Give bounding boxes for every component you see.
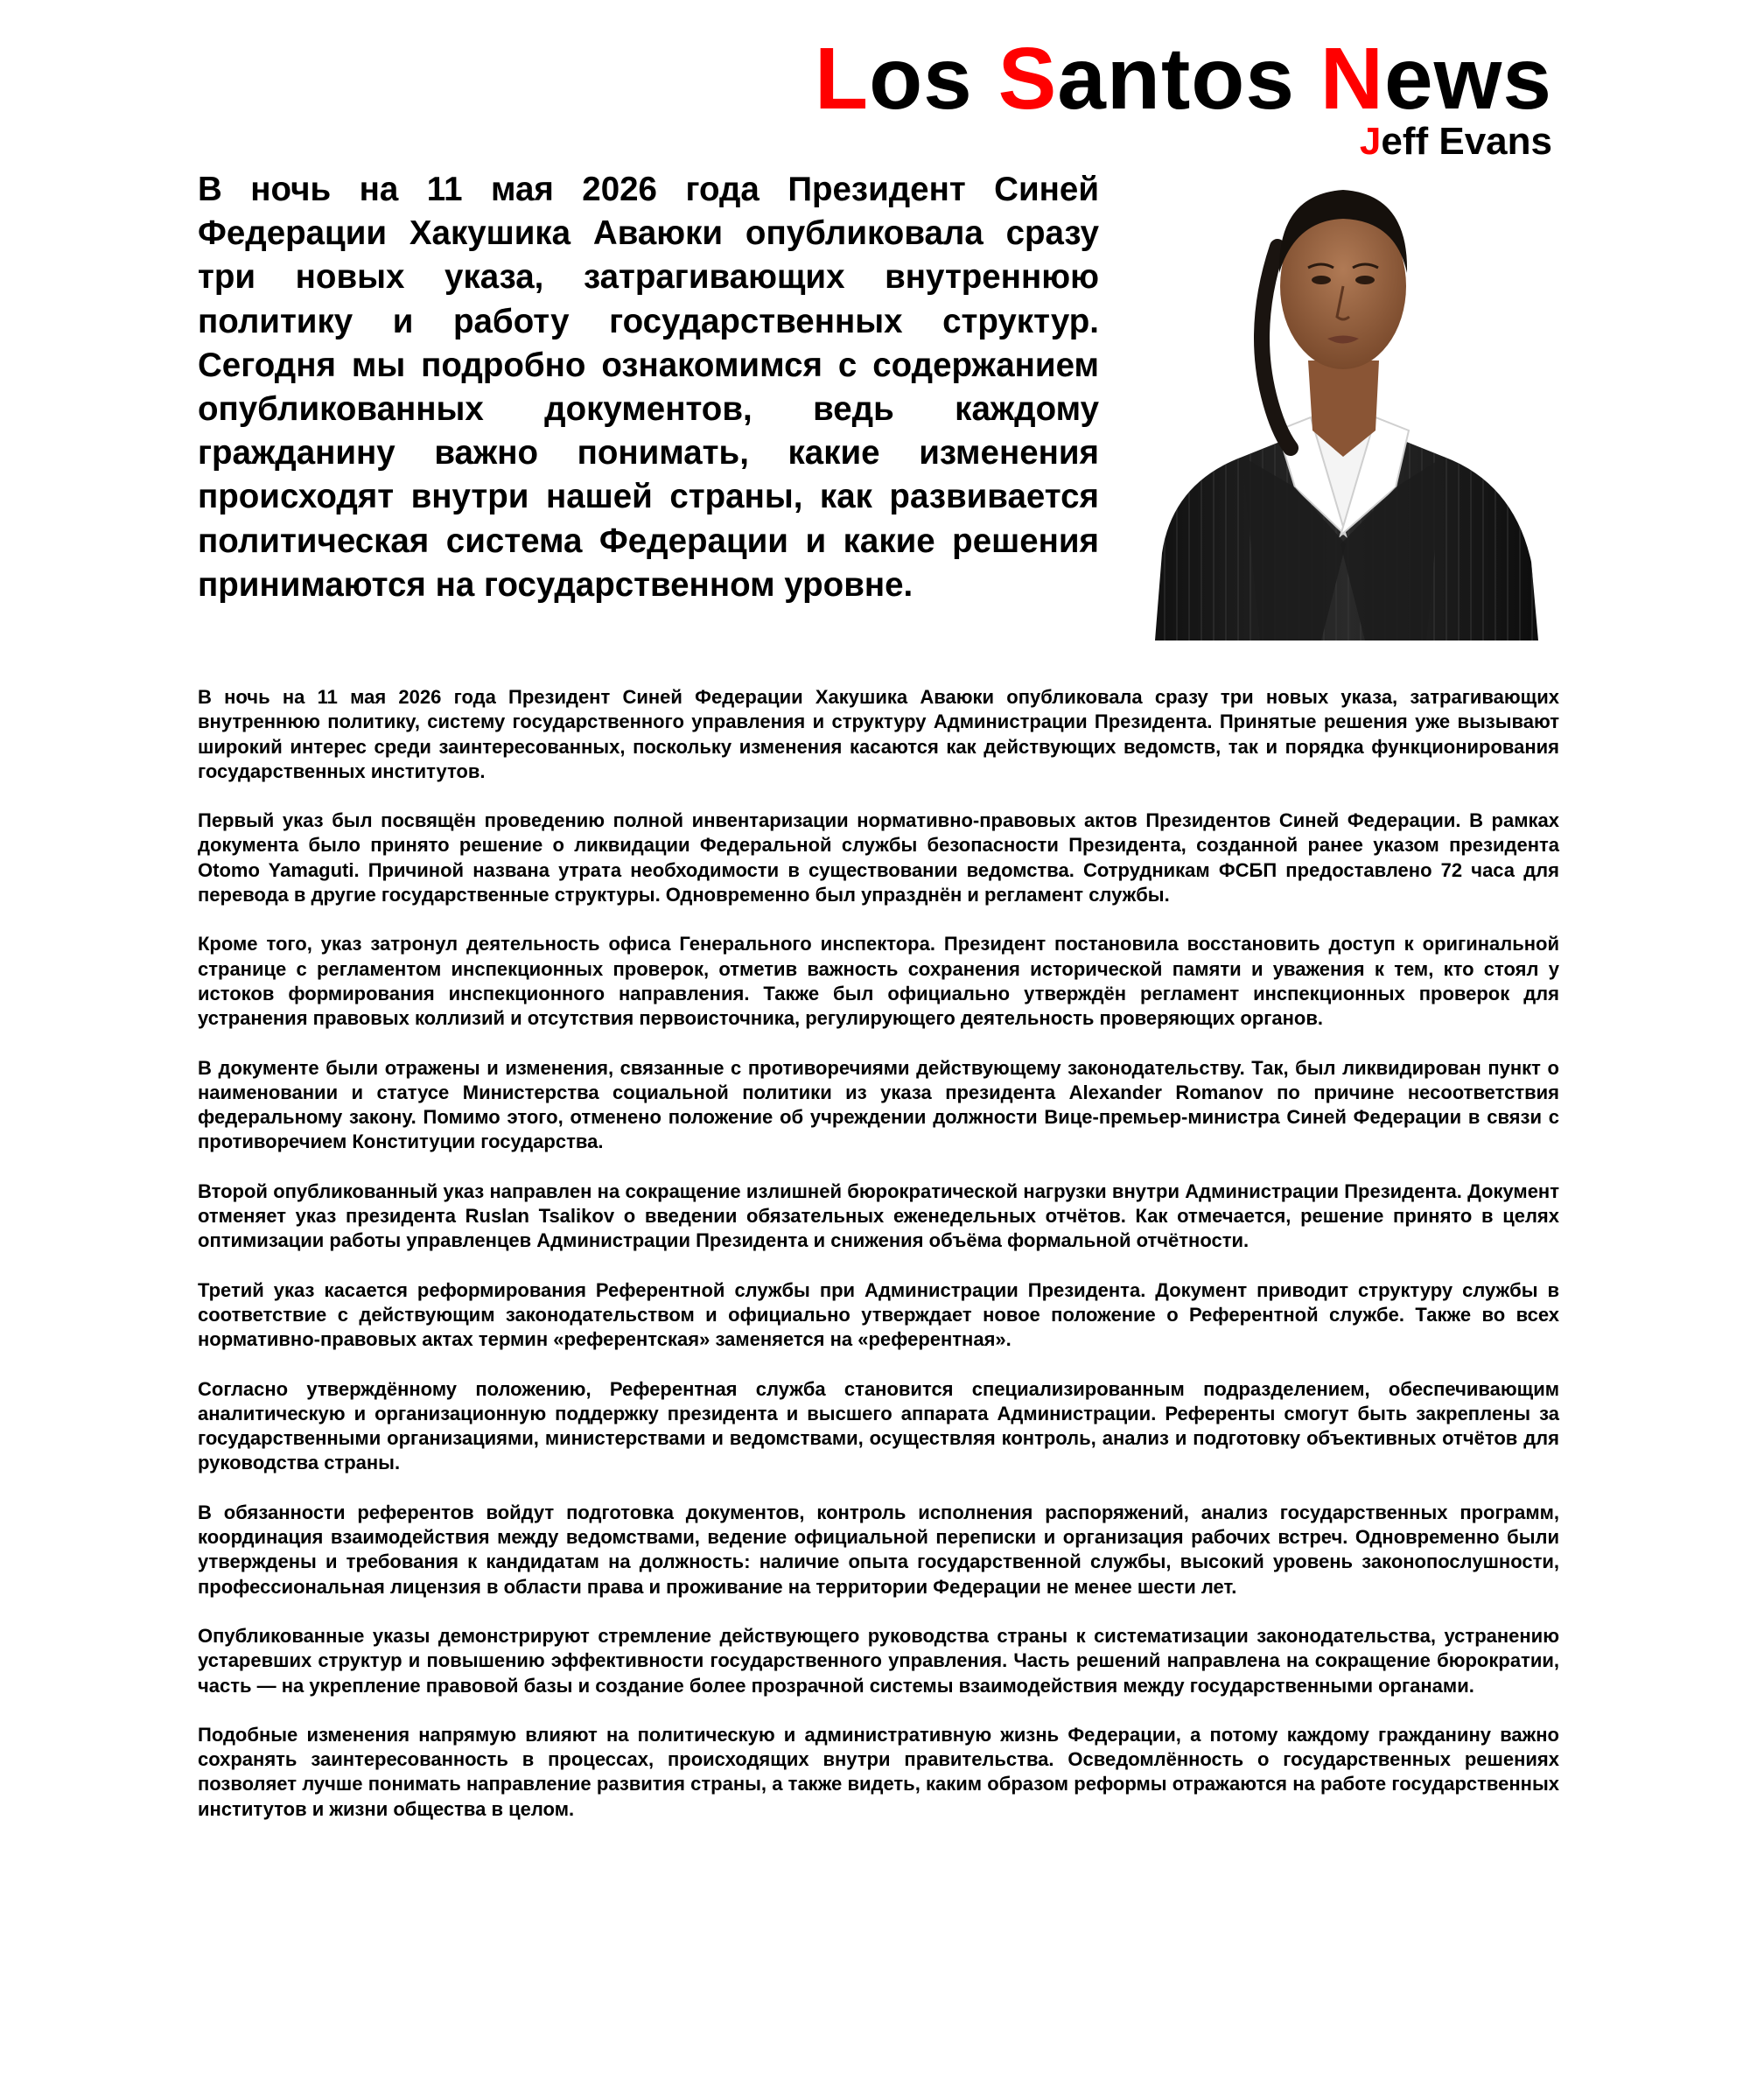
title-accent-letter: S <box>998 30 1058 128</box>
title-text-segment: os <box>869 30 998 128</box>
article-paragraph: Подобные изменения напрямую влияют на политическую и административную жизнь Федерации, а потому каждому гражданину важно сохранять заинтересованность в процессах, происходящих внутри правительства. Осведомлённость о государственных решениях позволяет лучше понимать направление развития страны, а также видеть, каким образом реформы отражаются на работе государственных институтов и жизни общества в целом. <box>198 1723 1559 1820</box>
masthead <box>815 30 1552 163</box>
newspaper-title <box>815 30 1552 128</box>
article-paragraph: Кроме того, указ затронул деятельность офиса Генерального инспектора. Президент постановила восстановить доступ к оригинальной странице с регламентом инспекционных проверок, отметив важность сохранения исторической памяти и уважения к тем, кто стоял у истоков формирования инспекционного направления. Также был официально утверждён регламент инспекционных проверок для устранения правовых коллизий и отсутствия первоисточника, регулирующего деятельность проверяющих органов. <box>198 933 1559 1030</box>
article-lead: В ночь на 11 мая 2026 года Президент Синей Федерации Хакушика Аваюки опубликовала сразу три новых указа, затрагивающих внутреннюю политику и работу государственных структур. Сегодня мы подробно ознакомимся с содержанием опубликованных документов, ведь каждому гражданину важно понимать, какие изменения происходят внутри нашей страны, как развивается политическая система Федерации и какие решения принимаются на государственном уровне. <box>198 171 1099 604</box>
article-paragraph: В документе были отражены и изменения, связанные с противоречиями действующему законодательству. Так, был ликвидирован пункт о наименовании и статусе Министерства социальной политики из указа президента Alexander Romanov по причине несоответствия федеральному закону. Помимо этого, отменено положение об учреждении должности Вице-премьер-министра Синей Федерации в связи с противоречием Конституции государства. <box>198 1056 1559 1153</box>
article-paragraph: Третий указ касается реформирования Референтной службы при Администрации Президента. Документ приводит структуру службы в соответствие с действующим законодательством и официально утверждает новое положение о Референтной службе. Также во всех нормативно-правовых актах термин «референтская» заменяется на «референтная». <box>198 1278 1559 1351</box>
article-paragraph: Согласно утверждённому положению, Референтная служба становится специализированным подразделением, обеспечивающим аналитическую и организационную поддержку президента и высшего аппарата Администрации. Референты смогут быть закреплены за государственными организациями, министерствами и ведомствами, осуществляя контроль, анализ и подготовку объективных отчётов для руководства страны. <box>198 1377 1559 1474</box>
author-initial: J <box>1359 120 1382 163</box>
title-accent-letter: L <box>815 30 870 128</box>
portrait-illustration <box>1146 168 1540 640</box>
article-body <box>198 685 1559 1846</box>
author-name-rest: eff Evans <box>1381 120 1552 163</box>
article-paragraph: В обязанности референтов войдут подготовка документов, контроль исполнения распоряжений, анализ государственных программ, координация взаимодействия между ведомствами, ведение официальной переписки и организация рабочих встреч. Одновременно были утверждены и требования к кандидатам на должность: наличие опыта государственной службы, высокий уровень законопослушности, профессиональная лицензия в области права и проживание на территории Федерации не менее шести лет. <box>198 1501 1559 1598</box>
author-byline <box>815 122 1552 161</box>
title-text-segment: ews <box>1383 30 1552 128</box>
title-text-segment: antos <box>1057 30 1320 128</box>
author-portrait-image <box>1146 168 1540 640</box>
article-paragraph: Опубликованные указы демонстрируют стремление действующего руководства страны к систематизации законодательства, устранению устаревших структур и повышению эффективности государственного управления. Часть решений направлена на сокращение бюрократии, часть — на укрепление правовой базы и создание более прозрачной системы взаимодействия между государственными органами. <box>198 1624 1559 1697</box>
article-paragraph: В ночь на 11 мая 2026 года Президент Синей Федерации Хакушика Аваюки опубликовала сразу три новых указа, затрагивающих внутреннюю политику, систему государственного управления и структуру Администрации Президента. Принятые решения уже вызывают широкий интерес среди заинтересованных, поскольку изменения касаются как действующих ведомств, так и порядка функционирования государственных институтов. <box>198 686 1559 782</box>
article-paragraph: Первый указ был посвящён проведению полной инвентаризации нормативно-правовых актов Президентов Синей Федерации. В рамках документа было принято решение о ликвидации Федеральной службы безопасности Президента, созданной ранее указом президента Otomo Yamaguti. Причиной названа утрата необходимости в существовании ведомства. Сотрудникам ФСБП предоставлено 72 часа для перевода в другие государственные структуры. Одновременно был упразднён и регламент службы. <box>198 809 1559 906</box>
article-paragraph: Второй опубликованный указ направлен на сокращение излишней бюрократической нагрузки внутри Администрации Президента. Документ отменяет указ президента Ruslan Tsalikov о введении обязательных еженедельных отчётов. Как отмечается, решение принято в целях оптимизации работы управленцев Администрации Президента и снижения объёма формальной отчётности. <box>198 1180 1559 1252</box>
title-accent-letter: N <box>1320 30 1384 128</box>
